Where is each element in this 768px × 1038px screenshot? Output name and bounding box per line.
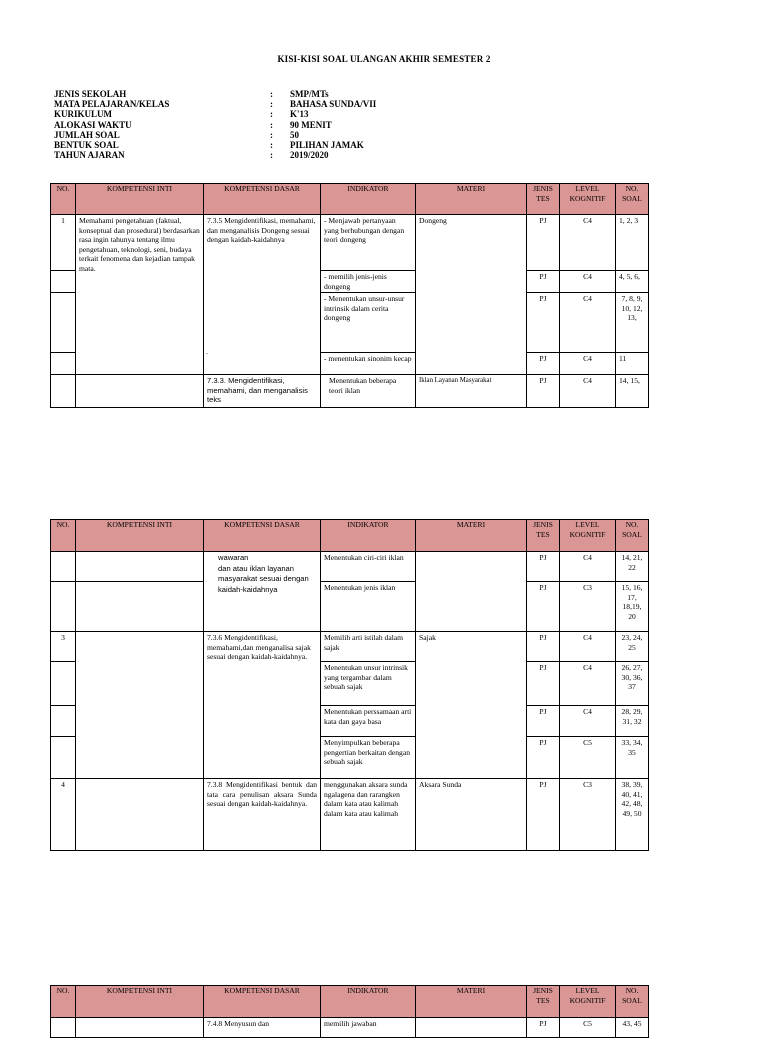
level-cell: C5: [560, 1018, 616, 1038]
soal-cell: 43, 45: [616, 1018, 649, 1038]
jenis-cell: PJ: [527, 706, 560, 737]
row-no: 4: [51, 779, 76, 851]
meta-label: ALOKASI WAKTU: [54, 119, 132, 130]
soal-cell: 15, 16, 17, 18,19, 20: [616, 582, 649, 632]
jenis-cell: PJ: [527, 293, 560, 353]
table-header-row: [51, 986, 649, 1018]
table-row: [51, 552, 649, 582]
indikator-cell: - menentukan sinonim kecap: [321, 353, 416, 375]
meta-label: JUMLAH SOAL: [54, 129, 120, 140]
meta-value: 50: [290, 129, 299, 140]
header-kompetensi-inti: KOMPETENSI INTI: [76, 184, 204, 215]
header-jenis-tes: JENIS TES: [527, 986, 560, 1018]
meta-colon: :: [270, 119, 273, 130]
meta-label: KURIKULUM: [54, 109, 112, 120]
jenis-cell: PJ: [527, 1018, 560, 1038]
table-row: [51, 632, 649, 662]
soal-cell: 14, 15,: [616, 375, 649, 408]
jenis-cell: PJ: [527, 779, 560, 851]
materi-cell: Aksara Sunda: [416, 779, 527, 851]
header-no-soal: NO. SOAL: [616, 986, 649, 1018]
soal-cell: 33, 34, 35: [616, 737, 649, 779]
kompetensi-dasar-text: 7.3.5 Mengidentifikasi, memahami, dan menganalisis Dongeng sesuai dengan kaidah-kaidahnya: [207, 216, 316, 245]
level-cell: C4: [560, 706, 616, 737]
soal-cell: 1, 2, 3: [616, 215, 649, 271]
header-no-soal: NO. SOAL: [616, 184, 649, 215]
meta-label: MATA PELAJARAN/KELAS: [54, 99, 170, 110]
header-jenis-tes: JENIS TES: [527, 520, 560, 552]
header-no: NO.: [51, 986, 76, 1018]
materi-cell: Iklan Layanan Masyarakat: [416, 375, 527, 408]
header-kompetensi-dasar: KOMPETENSI DASAR: [204, 184, 321, 215]
meta-value: PILIHAN JAMAK: [290, 139, 364, 150]
header-indikator: INDIKATOR: [321, 520, 416, 552]
meta-colon: :: [270, 150, 273, 161]
kompetensi-dasar-mark: .: [206, 347, 208, 356]
kisi-table-2: [50, 519, 649, 851]
jenis-cell: PJ: [527, 215, 560, 271]
document-title: KISI-KISI SOAL ULANGAN AKHIR SEMESTER 2: [277, 54, 491, 64]
meta-value: 90 MENIT: [290, 119, 332, 130]
row-no: 1: [51, 215, 76, 271]
header-indikator: INDIKATOR: [321, 986, 416, 1018]
kisi-table-3: [50, 985, 649, 1038]
meta-value: SMP/MTs: [290, 89, 329, 99]
jenis-cell: PJ: [527, 271, 560, 293]
meta-row: [54, 120, 376, 130]
document-meta: [54, 89, 376, 160]
kompetensi-dasar-cell: 7.3.6 Mengidentifikasi, memahami,dan menganalisa sajak sesuai dengan kaidah-kaidahnya.: [204, 632, 321, 779]
meta-row: [54, 150, 376, 160]
meta-colon: :: [270, 89, 273, 99]
level-cell: C3: [560, 582, 616, 632]
meta-label: JENIS SEKOLAH: [54, 89, 127, 99]
kompetensi-inti-cell: Memahami pengetahuan (faktual, konseptual dan prosedural) berdasarkan rasa ingin tahunya tentang ilmu pengetahuan, teknologi, seni, budaya terkait fenomena dan kejadian tampak mata.: [76, 215, 204, 375]
kompetensi-dasar-cell: 7.3.8 Mengidentifikasi bentuk dan tata cara penulisan aksara Sunda sesuai dengan kaidah-kaidahnya.: [204, 779, 321, 851]
meta-colon: :: [270, 139, 273, 150]
indikator-cell: Menentukan unsur intrinsik yang tergambar dalam sebuah sajak: [321, 662, 416, 706]
kisi-table-1: [50, 183, 649, 408]
soal-cell: 38, 39, 40, 41, 42, 48, 49, 50: [616, 779, 649, 851]
kompetensi-dasar-cell: wawaran dan atau iklan layanan masyarakat sesuai dengan kaidah-kaidahnya: [204, 552, 321, 632]
meta-colon: :: [270, 99, 273, 110]
table-header-row: [51, 184, 649, 215]
meta-row: [54, 130, 376, 140]
meta-label: BENTUK SOAL: [54, 139, 119, 150]
table-row: [51, 375, 649, 408]
level-cell: C4: [560, 662, 616, 706]
header-jenis-tes: JENIS TES: [527, 184, 560, 215]
header-kompetensi-inti: KOMPETENSI INTI: [76, 520, 204, 552]
row-no: 3: [51, 632, 76, 662]
level-cell: C3: [560, 779, 616, 851]
indikator-cell: Menentukan ciri-ciri iklan: [321, 552, 416, 582]
soal-cell: 4, 5, 6,: [616, 271, 649, 293]
level-cell: C4: [560, 375, 616, 408]
meta-colon: :: [270, 129, 273, 140]
meta-value: 2019/2020: [290, 150, 329, 161]
indikator-cell: - memilih jenis-jenis dongeng: [321, 271, 416, 293]
jenis-cell: PJ: [527, 552, 560, 582]
meta-row: [54, 140, 376, 150]
level-cell: C4: [560, 353, 616, 375]
header-indikator: INDIKATOR: [321, 184, 416, 215]
materi-cell: Sajak: [416, 632, 527, 779]
indikator-cell: memilih jawaban: [321, 1018, 416, 1038]
header-materi: MATERI: [416, 520, 527, 552]
soal-cell: 26, 27, 30, 36, 37: [616, 662, 649, 706]
meta-label: TAHUN AJARAN: [54, 150, 125, 161]
indikator-cell: Memilih arti istilah dalam sajak: [321, 632, 416, 662]
header-level-kognitif: LEVEL KOGNITIF: [560, 184, 616, 215]
meta-row: [54, 89, 376, 99]
header-materi: MATERI: [416, 986, 527, 1018]
level-cell: C4: [560, 215, 616, 271]
table-row: [51, 1018, 649, 1038]
meta-row: [54, 99, 376, 109]
header-no-soal: NO. SOAL: [616, 520, 649, 552]
header-kompetensi-dasar: KOMPETENSI DASAR: [204, 520, 321, 552]
meta-row: [54, 109, 376, 119]
jenis-cell: PJ: [527, 632, 560, 662]
jenis-cell: PJ: [527, 375, 560, 408]
meta-value: BAHASA SUNDA/VII: [290, 99, 377, 110]
soal-cell: 7, 8, 9, 10, 12, 13,: [616, 293, 649, 353]
header-kompetensi-dasar: KOMPETENSI DASAR: [204, 986, 321, 1018]
indikator-cell: Menentukan jenis iklan: [321, 582, 416, 632]
table-row: [51, 215, 649, 271]
kompetensi-dasar-cell: 7.4.8 Menyusun dan: [204, 1018, 321, 1038]
table-row: [51, 582, 649, 632]
indikator-cell: Menentukan beberapa teori iklan: [321, 375, 416, 408]
header-level-kognitif: LEVEL KOGNITIF: [560, 520, 616, 552]
table-header-row: [51, 520, 649, 552]
indikator-cell: menggunakan aksara sunda ngalagena dan rarangken dalam kata atau kalimah dalam kata atau kalimah: [321, 779, 416, 851]
level-cell: C4: [560, 271, 616, 293]
indikator-cell: - Menentukan unsur-unsur intrinsik dalam cerita dongeng: [321, 293, 416, 353]
jenis-cell: PJ: [527, 737, 560, 779]
level-cell: C4: [560, 552, 616, 582]
kompetensi-dasar-cell: [204, 215, 321, 375]
materi-cell: Dongeng: [416, 215, 527, 375]
header-level-kognitif: LEVEL KOGNITIF: [560, 986, 616, 1018]
jenis-cell: PJ: [527, 353, 560, 375]
soal-cell: 23, 24, 25: [616, 632, 649, 662]
soal-cell: 11: [616, 353, 649, 375]
meta-value: K'13: [290, 109, 309, 120]
indikator-cell: - Menjawab pertanyaan yang berhubungan dengan teori dongeng: [321, 215, 416, 271]
soal-cell: 14, 21, 22: [616, 552, 649, 582]
header-kompetensi-inti: KOMPETENSI INTI: [76, 986, 204, 1018]
soal-cell: 28, 29, 31, 32: [616, 706, 649, 737]
kompetensi-dasar-cell: 7.3.3. Mengidentifikasi, memahami, dan menganalisis teks: [204, 375, 321, 408]
jenis-cell: PJ: [527, 662, 560, 706]
header-materi: MATERI: [416, 184, 527, 215]
level-cell: C4: [560, 632, 616, 662]
level-cell: C5: [560, 737, 616, 779]
header-no: NO.: [51, 520, 76, 552]
header-no: NO.: [51, 184, 76, 215]
meta-colon: :: [270, 109, 273, 120]
indikator-cell: Menentukan perssamaan arti kata dan gaya basa: [321, 706, 416, 737]
jenis-cell: PJ: [527, 582, 560, 632]
table-row: [51, 779, 649, 851]
indikator-cell: Menyimpulkan beberapa pengertian berkaitan dengan sebuah sajak: [321, 737, 416, 779]
level-cell: C4: [560, 293, 616, 353]
